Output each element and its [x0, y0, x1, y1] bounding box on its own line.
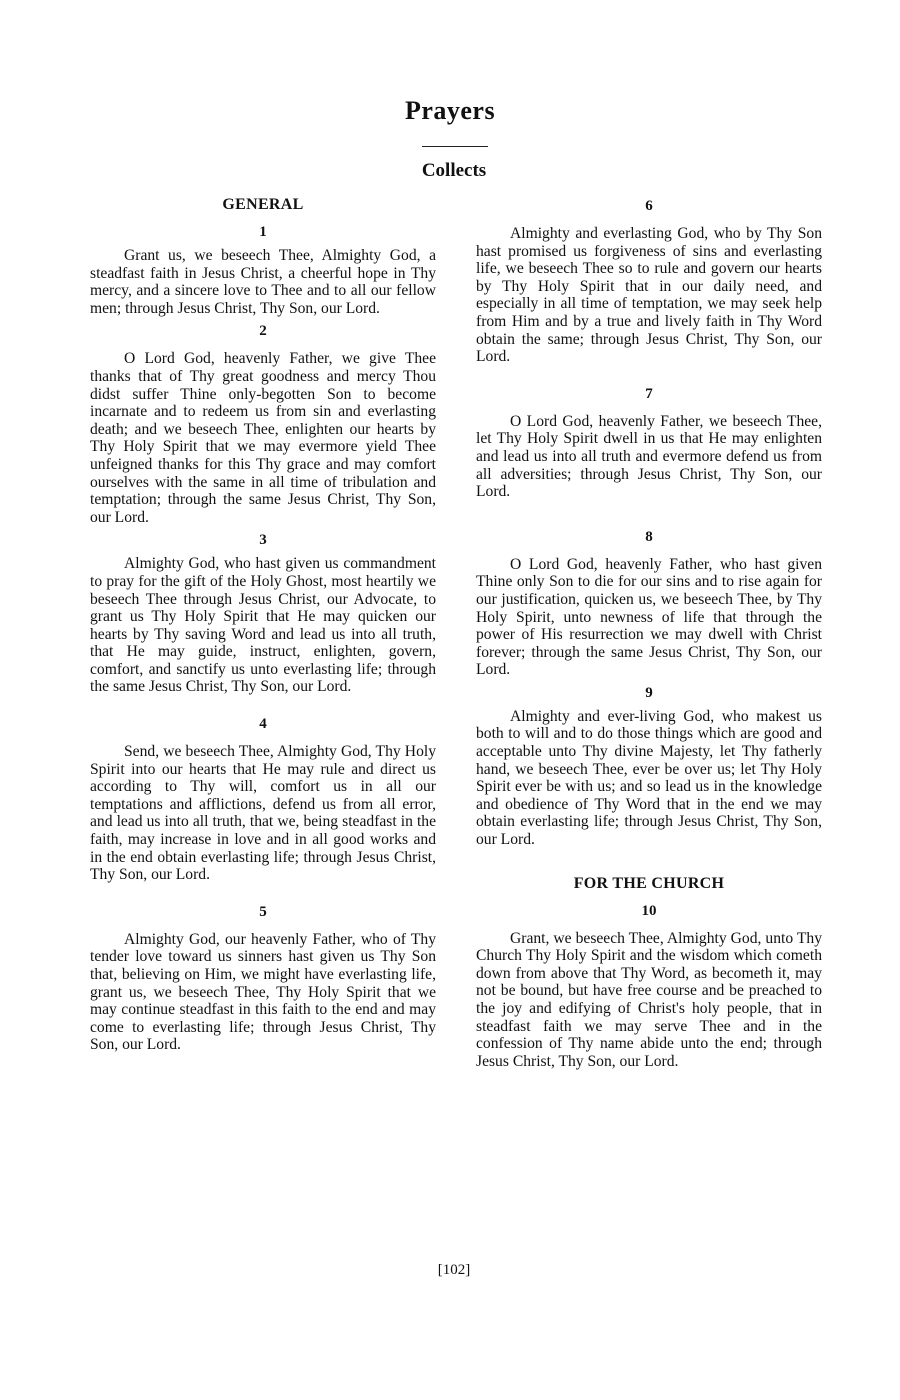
prayer-text: Send, we beseech Thee, Almighty God, Thy Holy Spirit into our hearts that He may rule and direct us according to Thy will, comfort us in all our temptations and afflictions, defend us from all error, and lead us into all truth, that we, being steadfast in the faith, may increase in love and in all good works and in the end obtain everlasting life; through Jesus Christ, Thy Son, our Lord.: [90, 743, 436, 884]
prayer-number: 6: [645, 198, 653, 214]
prayer-text: O Lord God, heavenly Father, we give Thee thanks that of Thy great goodness and mercy Thou didst suffer Thine only-begotten Son to become incarnate and to redeem us from sin and everlasting death; and we beseech Thee, enlighten our hearts by Thy Holy Spirit that we may evermore yield Thee unfeigned thanks for this Thy grace and may comfort ourselves with the same in all time of tribulation and temptation; through the same Jesus Christ, Thy Son, our Lord.: [90, 350, 436, 526]
section-heading-general: GENERAL: [222, 196, 304, 213]
prayer-number: 10: [641, 902, 657, 919]
prayer-text: Grant us, we beseech Thee, Almighty God, a steadfast faith in Jesus Christ, a cheerful hope in Thy mercy, and a sincere love to Thee and to all our fellow men; through Jesus Christ, Thy Son, our Lord.: [90, 247, 436, 317]
page-title: Prayers: [404, 96, 496, 125]
prayer-text: Almighty and ever-living God, who makest us both to will and to do those things which are good and acceptable unto Thy divine Majesty, let Thy fatherly hand, we beseech Thee, ever be over us; let Thy Holy Spirit ever be with us; and so lead us in the knowledge and obedience of Thy Word that in the end we may obtain everlasting life; through Jesus Christ, Thy Son, our Lord.: [476, 707, 822, 849]
left-column: [90, 192, 436, 1054]
prayer-number: 3: [259, 532, 267, 549]
prayer-number: 4: [259, 716, 267, 733]
right-column: [476, 192, 822, 1070]
prayer-text: Almighty God, who hast given us commandment to pray for the gift of the Holy Ghost, most heartily we beseech Thee through Jesus Christ, our Advocate, to grant us Thy Holy Spirit that He may quicken our hearts by Thy saving Word and lead us into all truth, that He may guide, instruct, enlighten, govern, comfort, and sanctify us unto everlasting life; through the same Jesus Christ, Thy Son, our Lord.: [90, 555, 436, 696]
prayer-number: 5: [259, 903, 267, 920]
page-number: [102]: [437, 1262, 471, 1278]
prayer-number: 2: [259, 323, 267, 340]
prayer-number: 9: [645, 684, 653, 701]
prayer-text: Grant, we beseech Thee, Almighty God, unto Thy Church Thy Holy Spirit and the wisdom which cometh down from above that Thy Word, as becometh it, may not be bound, but have free course and be preached to the joy and edifying of Christ's holy people, that in steadfast faith we may serve Thee and in the confession of Thy name abide unto the end; through Jesus Christ, Thy Son, our Lord.: [476, 929, 822, 1070]
title-rule: [422, 146, 488, 147]
prayer-number: 7: [645, 385, 653, 402]
prayer-text: O Lord God, heavenly Father, we beseech Thee, let Thy Holy Spirit dwell in us that He may enlighten and lead us into all truth and evermore defend us from all adversities; through Jesus Christ, Thy Son, our Lord.: [476, 412, 822, 501]
prayer-text: O Lord God, heavenly Father, who hast given Thine only Son to die for our sins and to rise again for our justification, quicken us, we beseech Thee, by Thy Holy Spirit, unto newness of life that through the power of His resurrection we may dwell with Christ forever; through the same Jesus Christ, Thy Son, our Lord.: [476, 555, 822, 679]
prayer-text: Almighty God, our heavenly Father, who of Thy tender love toward us sinners hast given us Thy Son that, believing on Him, we might have everlasting life, grant us, we beseech Thee, Thy Holy Spirit that we may continue steadfast in this faith to the end and may come to everlasting life; through Jesus Christ, Thy Son, our Lord.: [90, 930, 436, 1054]
page-subtitle: Collects: [421, 160, 487, 181]
prayer-text: Almighty and everlasting God, who by Thy Son hast promised us forgiveness of sins and everlasting life, we beseech Thee so to rule and govern our hearts by Thy Holy Spirit that in our daily need, and especially in all time of temptation, we may seek help from Him and by a true and lively faith in Thy Word obtain the same; through Jesus Christ, Thy Son, our Lord.: [476, 225, 822, 366]
prayer-number: 1: [259, 224, 267, 240]
prayer-number: 8: [645, 528, 653, 545]
section-heading-church: FOR THE CHURCH: [573, 874, 725, 892]
